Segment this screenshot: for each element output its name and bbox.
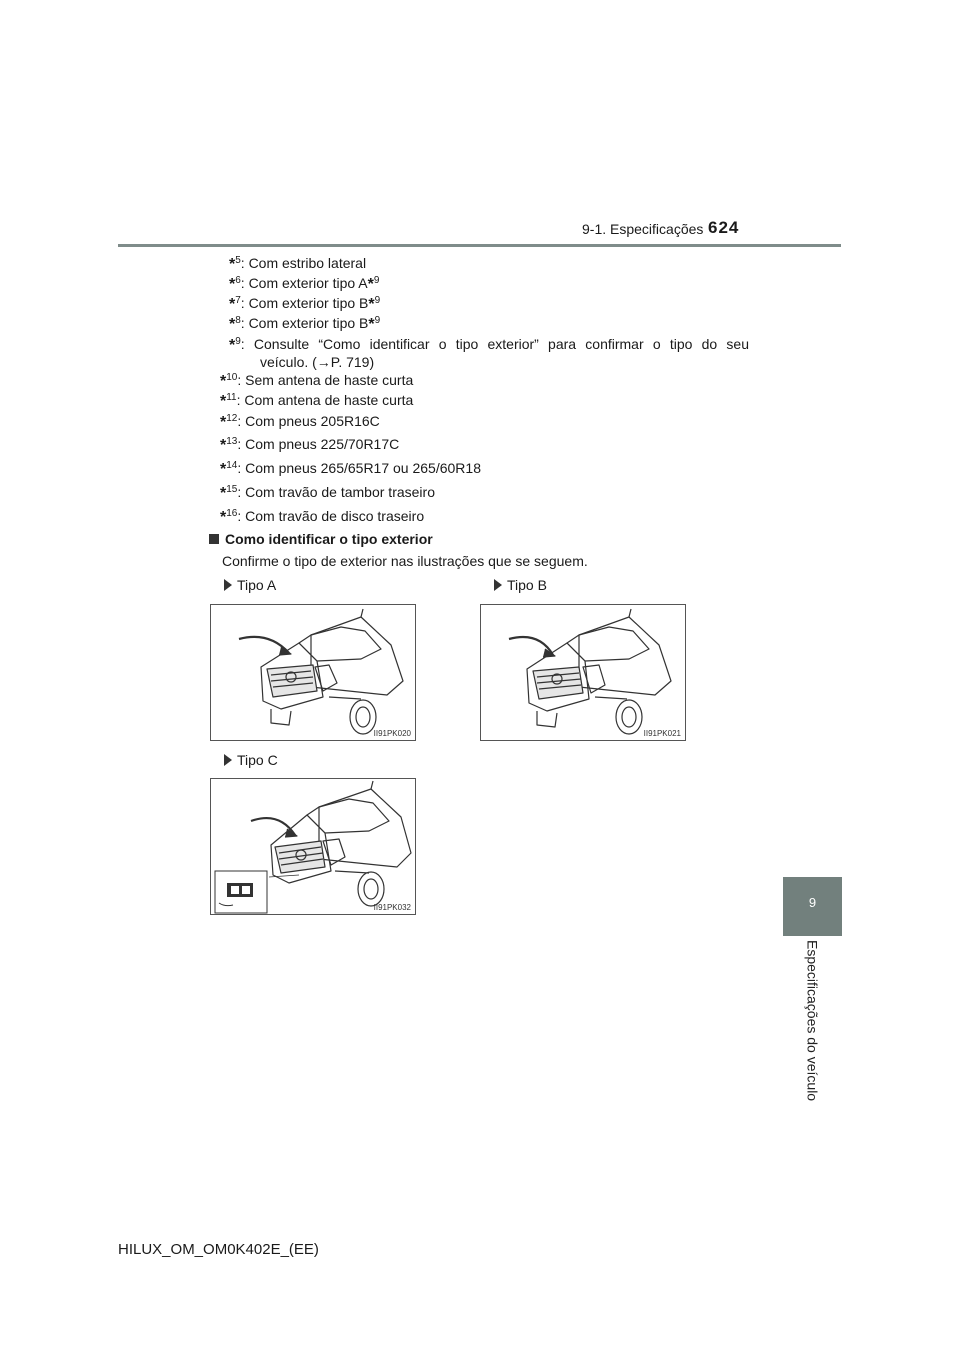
footnote-10: *$^{10}$: Sem antena de haste curta	[220, 372, 414, 390]
asterisk-icon: *	[220, 414, 227, 431]
triangle-bullet-icon	[224, 579, 232, 591]
footnote-8: *$^8$: Com exterior tipo B*$^9$	[229, 315, 381, 333]
chapter-tab[interactable]: 9	[783, 877, 842, 936]
footnote-14: *$^{14}$: Com pneus 265/65R17 ou 265/60R18	[220, 460, 481, 478]
asterisk-icon: *	[220, 509, 227, 526]
truck-type-c-illustration	[211, 779, 416, 915]
footnote-5: *$^5$: Com estribo lateral	[229, 255, 367, 273]
footnote-9: *$^9$: Consulte “Como identificar o tipo exterior” para confirmar o tipo do seu veículo. (→P. 719)	[229, 336, 749, 370]
truck-type-a-illustration	[211, 605, 416, 741]
asterisk-icon: *	[220, 485, 227, 502]
figure-type-b	[480, 604, 686, 741]
page-number: 624	[708, 218, 740, 237]
figure-type-c	[210, 778, 416, 915]
footnote-16: *$^{16}$: Com travão de disco traseiro	[220, 508, 425, 526]
triangle-bullet-icon	[494, 579, 502, 591]
footnote-7: *$^7$: Com exterior tipo B*$^9$	[229, 295, 381, 313]
figure-type-a	[210, 604, 416, 741]
asterisk-icon: *	[220, 373, 227, 390]
figure-code: II91PK020	[373, 729, 411, 738]
footnote-9-continuation: veículo. (→P. 719)	[260, 354, 375, 370]
figure-code: II91PK032	[373, 903, 411, 912]
footnote-11: *$^{11}$: Com antena de haste curta	[220, 392, 414, 410]
asterisk-icon: *	[220, 461, 227, 478]
badge-inset	[215, 871, 267, 913]
footnote-13: *$^{13}$: Com pneus 225/70R17C	[220, 436, 400, 454]
section-title: 9-1. Especificações	[582, 221, 704, 237]
figure-code: II91PK021	[643, 729, 681, 738]
type-a-label: Tipo A	[224, 577, 276, 593]
asterisk-icon: *	[368, 316, 375, 333]
asterisk-icon: *	[229, 296, 236, 313]
asterisk-icon: *	[368, 296, 375, 313]
section-body: Confirme o tipo de exterior nas ilustrações que se seguem.	[222, 553, 588, 569]
asterisk-icon: *	[367, 276, 374, 293]
asterisk-icon: *	[229, 316, 236, 333]
chapter-tab-label: Especificações do veículo	[804, 940, 821, 1102]
truck-type-b-illustration	[481, 605, 686, 741]
asterisk-icon: *	[229, 337, 236, 354]
footnote-6: *$^6$: Com exterior tipo A*$^9$	[229, 275, 380, 293]
type-c-label: Tipo C	[224, 752, 278, 768]
header-divider	[118, 244, 841, 247]
asterisk-icon: *	[220, 393, 227, 410]
asterisk-icon: *	[229, 276, 236, 293]
document-id: HILUX_OM_OM0K402E_(EE)	[118, 1241, 319, 1258]
asterisk-icon: *	[220, 437, 227, 454]
triangle-bullet-icon	[224, 754, 232, 766]
section-heading: Como identificar o tipo exterior	[209, 531, 433, 547]
square-bullet-icon	[209, 534, 219, 544]
asterisk-icon: *	[229, 256, 236, 273]
footnote-15: *$^{15}$: Com travão de tambor traseiro	[220, 484, 435, 502]
footnote-12: *$^{12}$: Com pneus 205R16C	[220, 413, 380, 431]
type-b-label: Tipo B	[494, 577, 547, 593]
